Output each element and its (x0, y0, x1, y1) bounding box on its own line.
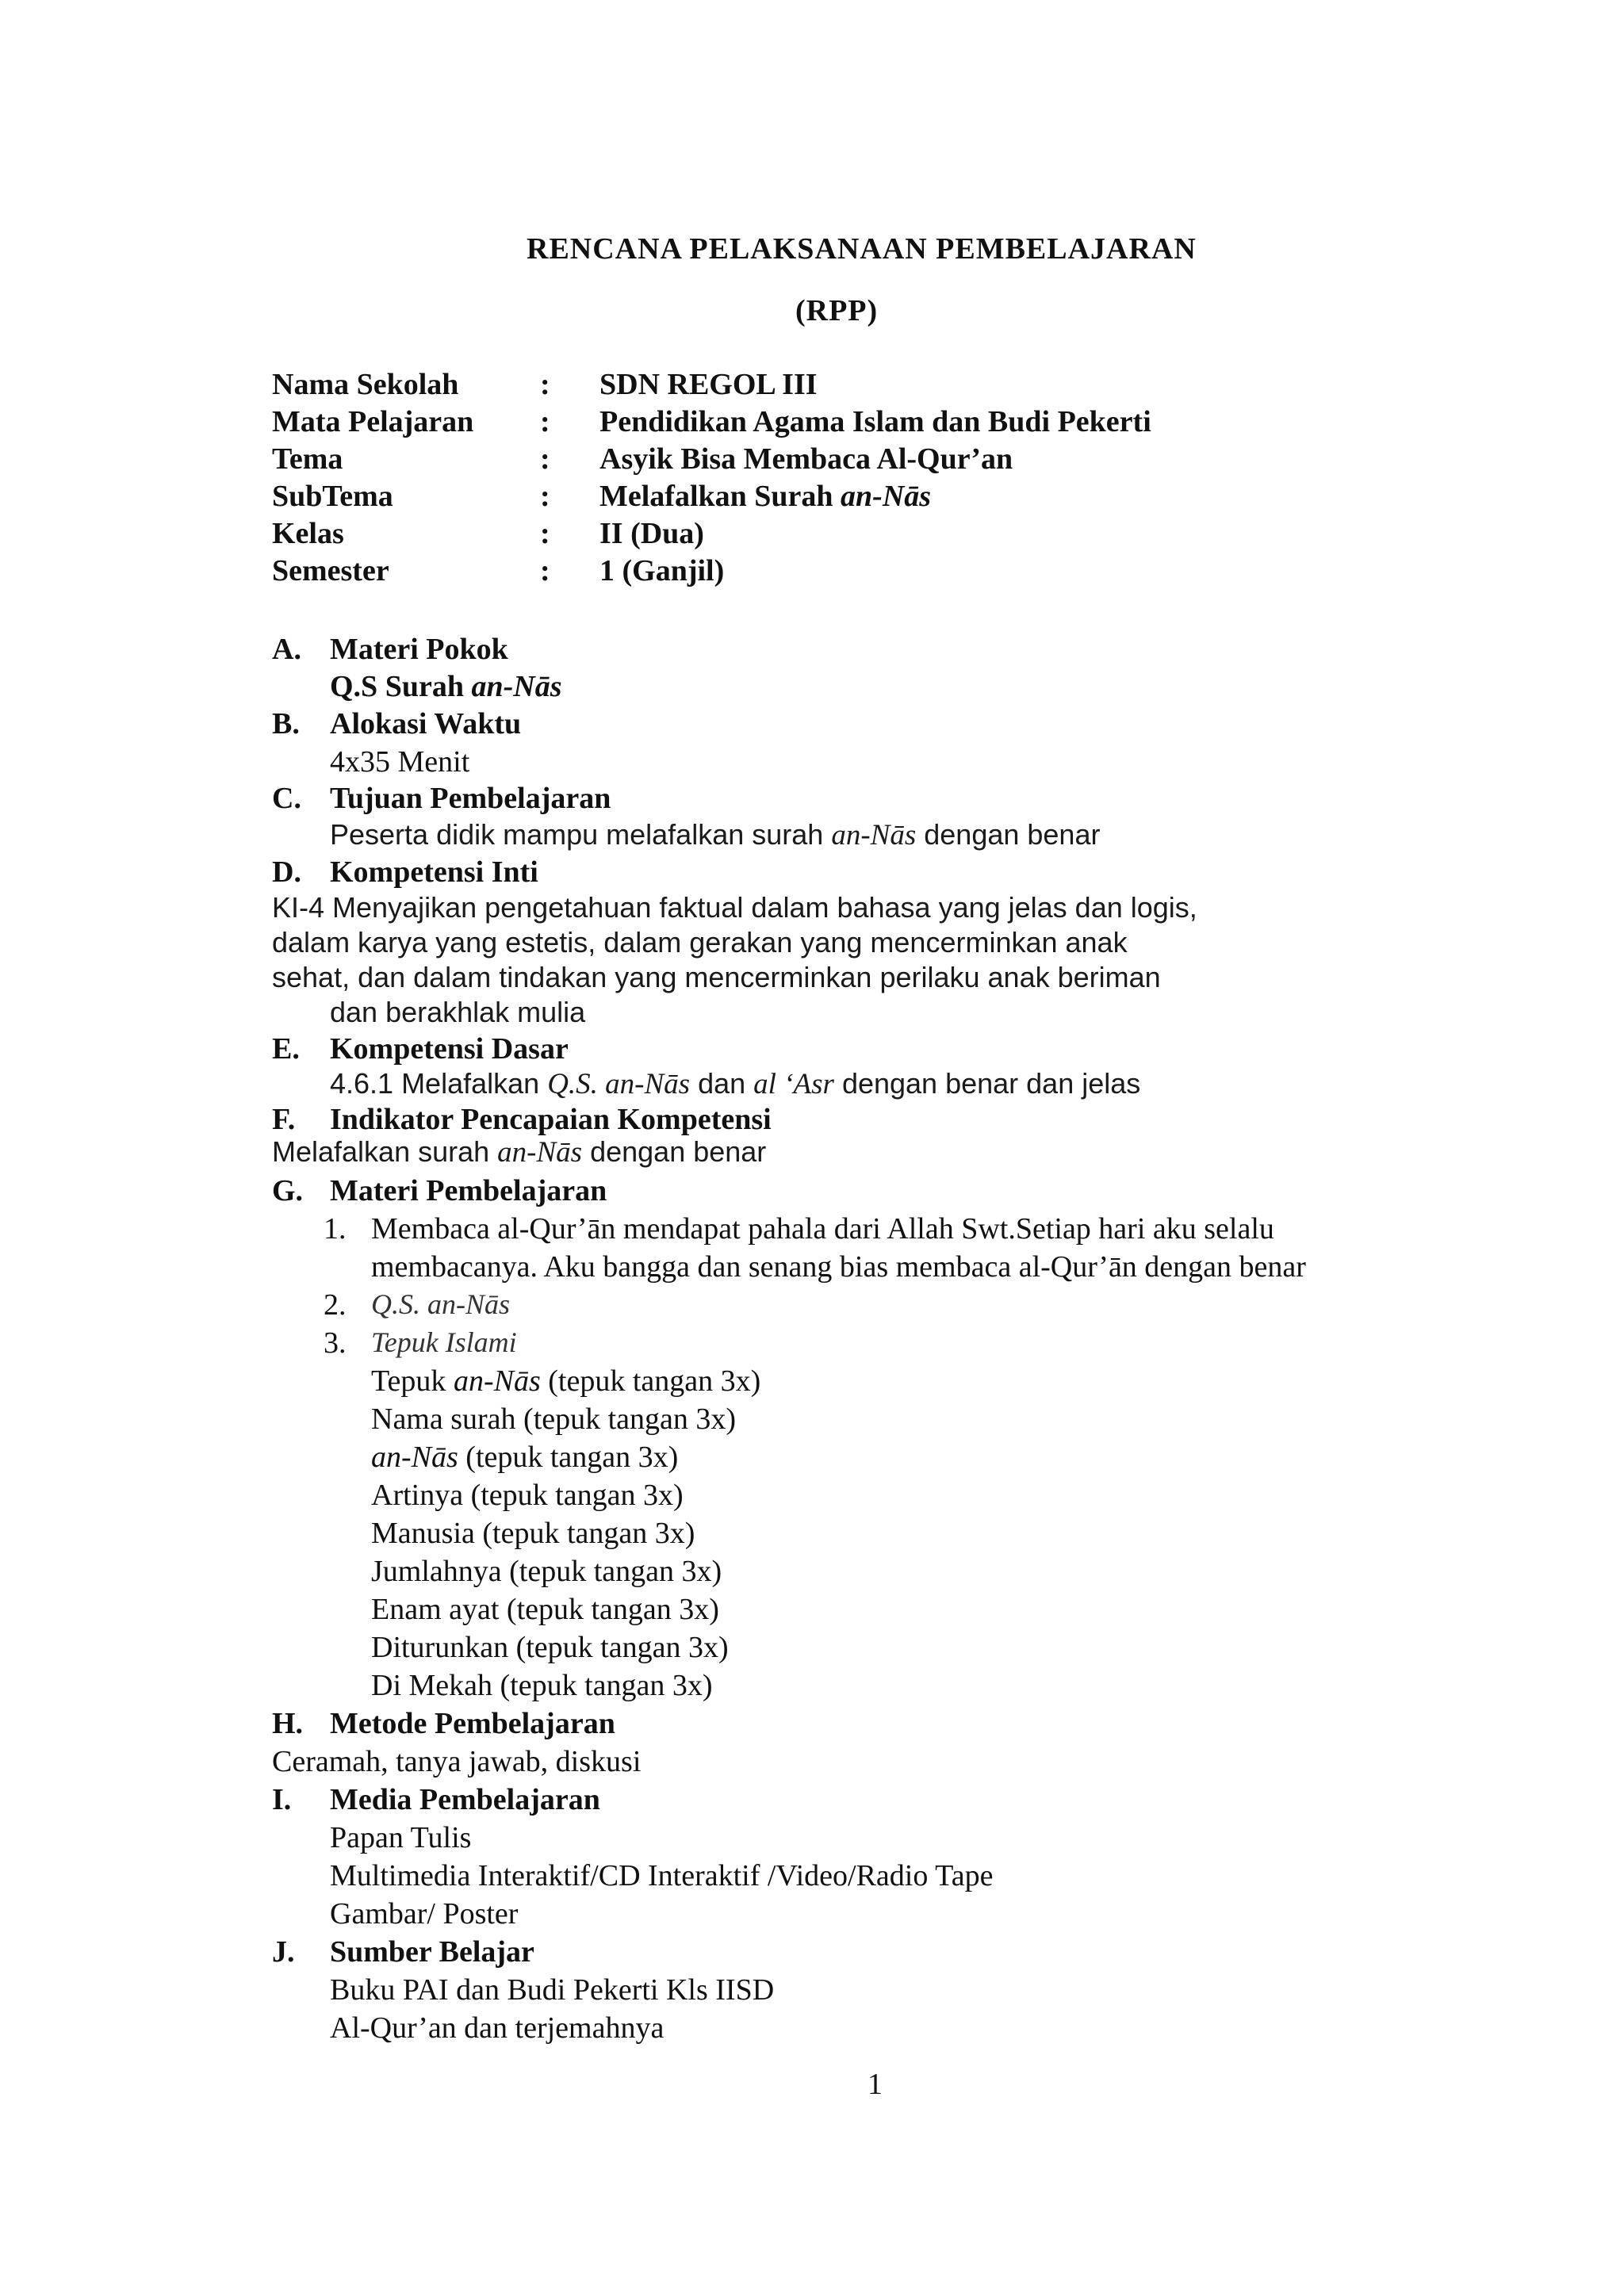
content-italic: al ‘Asr (753, 1068, 834, 1100)
list-item: Q.S. an-Nās (371, 1288, 511, 1320)
section-letter: G. (272, 1174, 304, 1207)
chant-line: an-Nās (tepuk tangan 3x) (371, 1441, 679, 1474)
identity-label: Nama Sekolah (272, 368, 459, 401)
section-letter: A. (272, 633, 301, 666)
content-italic: an-Nās (831, 819, 917, 851)
list-number: 2. (324, 1288, 347, 1322)
identity-colon: : (540, 517, 550, 550)
section-letter: E. (272, 1032, 300, 1066)
section-line: dalam karya yang estetis, dalam gerakan yang mencerminkan anak (272, 926, 1128, 959)
chant-line: Manusia (tepuk tangan 3x) (371, 1517, 695, 1550)
identity-label: Kelas (272, 517, 344, 550)
section-line: Buku PAI dan Budi Pekerti Kls IISD (330, 1973, 775, 2007)
identity-colon: : (540, 368, 550, 401)
chant-line: Nama surah (tepuk tangan 3x) (371, 1402, 737, 1436)
document-title: RENCANA PELAKSANAAN PEMBELAJARAN (527, 232, 1197, 266)
document-subtitle: (RPP) (795, 294, 879, 327)
content-italic: an-Nās (471, 670, 562, 703)
identity-value-text: Melafalkan Surah (599, 480, 833, 513)
section-letter: B. (272, 707, 300, 740)
section-title: Sumber Belajar (330, 1935, 534, 1969)
content-text: Melafalkan surah (272, 1135, 490, 1168)
page-number: 1 (868, 2068, 883, 2101)
list-item: Membaca al-Qur’ān mendapat pahala dari Allah Swt.Setiap hari aku selalu (371, 1212, 1274, 1246)
section-line: dan berakhlak mulia (330, 996, 586, 1028)
identity-value: SDN REGOL III (599, 368, 818, 401)
section-title: Materi Pembelajaran (330, 1174, 607, 1207)
section-content: 4x35 Menit (330, 745, 470, 779)
content-text: Peserta didik mampu melafalkan surah (330, 818, 824, 851)
section-line: sehat, dan dalam tindakan yang mencerminkan perilaku anak beriman (272, 961, 1161, 993)
chant-line: Enam ayat (tepuk tangan 3x) (371, 1593, 719, 1626)
chant-line: Jumlahnya (tepuk tangan 3x) (371, 1555, 722, 1588)
section-title: Metode Pembelajaran (330, 1707, 615, 1740)
section-letter: J. (272, 1935, 295, 1969)
identity-value (599, 481, 931, 511)
section-title: Kompetensi Inti (330, 855, 538, 889)
list-number: 3. (324, 1326, 347, 1360)
section-title: Tujuan Pembelajaran (330, 782, 611, 815)
content-text: 4.6.1 Melafalkan (330, 1067, 540, 1100)
list-item-title: Tepuk Islami (371, 1326, 517, 1358)
content-italic: an-Nās (497, 1136, 583, 1169)
content-text: dengan benar (590, 1135, 767, 1168)
section-content (330, 672, 562, 702)
section-letter: H. (272, 1707, 304, 1740)
section-line: Gambar/ Poster (330, 1897, 519, 1931)
section-line: Papan Tulis (330, 1821, 472, 1854)
section-content: Ceramah, tanya jawab, diskusi (272, 1745, 642, 1778)
identity-label: SubTema (272, 480, 393, 513)
section-letter: D. (272, 855, 301, 889)
section-letter: I. (272, 1783, 292, 1816)
chant-line: Diturunkan (tepuk tangan 3x) (371, 1631, 729, 1664)
list-number: 1. (324, 1212, 347, 1246)
identity-colon: : (540, 405, 550, 438)
identity-colon: : (540, 480, 550, 513)
section-title: Alokasi Waktu (330, 707, 522, 740)
section-title: Media Pembelajaran (330, 1783, 600, 1816)
content-italic: Q.S. an-Nās (547, 1068, 691, 1100)
chant-line: Di Mekah (tepuk tangan 3x) (371, 1669, 713, 1702)
section-title: Kompetensi Dasar (330, 1032, 569, 1066)
identity-colon: : (540, 554, 550, 587)
section-line: Multimedia Interaktif/CD Interaktif /Video/Radio Tape (330, 1859, 994, 1892)
chant-line: Artinya (tepuk tangan 3x) (371, 1479, 684, 1512)
identity-value-italic: an-Nās (841, 480, 932, 513)
content-text: Q.S Surah (330, 670, 464, 703)
identity-label: Mata Pelajaran (272, 405, 474, 438)
section-title: Materi Pokok (330, 633, 508, 666)
content-text: dengan benar (924, 818, 1101, 851)
identity-value: II (Dua) (599, 517, 704, 550)
section-title: Indikator Pencapaian Kompetensi (330, 1103, 772, 1136)
identity-label: Tema (272, 442, 343, 476)
section-line: KI-4 Menyajikan pengetahuan faktual dalam bahasa yang jelas dan logis, (272, 891, 1197, 924)
section-content (330, 818, 1101, 851)
identity-label: Semester (272, 554, 389, 587)
section-content (272, 1135, 767, 1169)
identity-value: 1 (Ganjil) (599, 554, 725, 587)
identity-colon: : (540, 442, 550, 476)
content-text: dan (698, 1067, 746, 1100)
section-line: Al-Qur’an dan terjemahnya (330, 2011, 665, 2045)
chant-line: Tepuk an-Nās (tepuk tangan 3x) (371, 1364, 761, 1398)
section-content (330, 1067, 1141, 1100)
content-text: dengan benar dan jelas (841, 1067, 1141, 1100)
identity-value: Asyik Bisa Membaca Al-Qur’an (599, 442, 1013, 476)
section-letter: C. (272, 782, 301, 815)
identity-value: Pendidikan Agama Islam dan Budi Pekerti (599, 405, 1151, 438)
list-item: membacanya. Aku bangga dan senang bias membaca al-Qur’ān dengan benar (371, 1250, 1306, 1284)
section-letter: F. (272, 1103, 296, 1136)
